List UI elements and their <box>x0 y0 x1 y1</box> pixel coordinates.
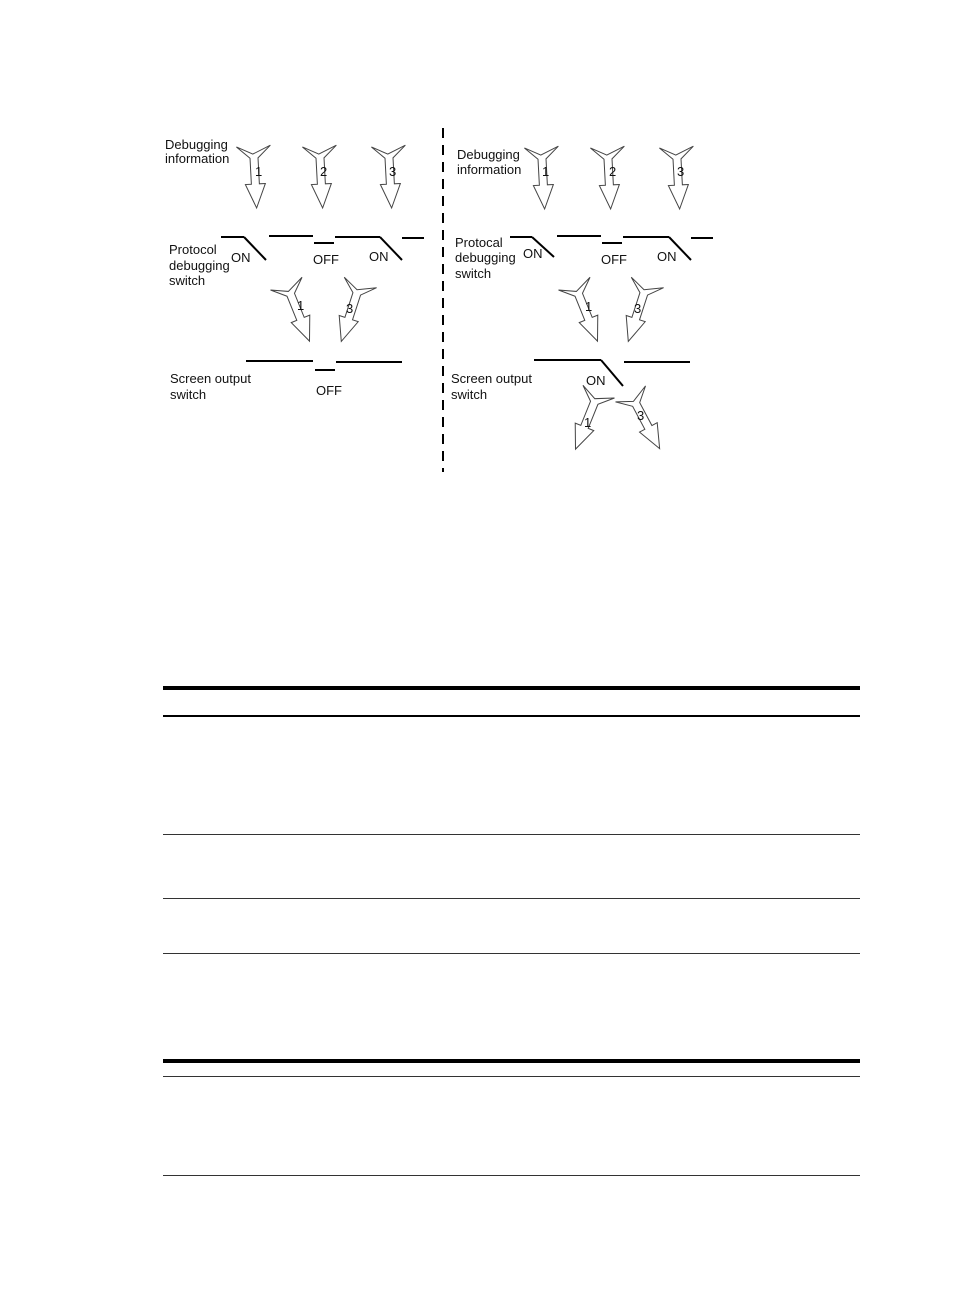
right-screen-switch-state: ON <box>586 373 606 388</box>
left-arrow-number-1: 1 <box>255 164 263 179</box>
right-output-arrow-3 <box>616 386 675 457</box>
left-switch-2-state: OFF <box>313 252 339 267</box>
table-row-divider-2 <box>163 898 860 899</box>
left-arrow-number-3: 3 <box>389 164 397 179</box>
right-arrow-number-1: 1 <box>542 164 550 179</box>
right-screen-switch-label: Screen output switch <box>451 371 532 402</box>
table-header-rule <box>163 715 860 717</box>
right-arrow-number-2: 2 <box>609 164 617 179</box>
right-switch-2-state: OFF <box>601 252 627 267</box>
left-mid-arrow-number-1: 1 <box>297 298 305 313</box>
right-switch-3-state: ON <box>657 249 677 264</box>
right-panel <box>451 146 713 456</box>
left-screen-switch-state: OFF <box>316 383 342 398</box>
right-mid-arrow-number-3: 3 <box>634 301 642 316</box>
left-switch-1-state: ON <box>231 250 251 265</box>
left-mid-arrow-number-3: 3 <box>346 301 354 316</box>
note-bottom-rule <box>163 1175 860 1176</box>
table-top-rule <box>163 686 860 690</box>
right-debugging-info-label: Debugging information <box>457 147 522 177</box>
left-switch-3-state: ON <box>369 249 389 264</box>
right-screen-switch-lines <box>534 360 690 386</box>
left-screen-switch-lines <box>246 361 402 370</box>
right-output-arrow-number-3: 3 <box>637 408 645 423</box>
left-panel <box>165 137 424 402</box>
debugging-switch-diagram <box>0 0 954 520</box>
left-protocol-switch-label: Protocol debugging switch <box>169 242 230 288</box>
right-protocol-switch-label: Protocal debugging switch <box>455 235 516 281</box>
right-switch-1-state: ON <box>523 246 543 261</box>
right-mid-arrow-number-1: 1 <box>585 299 593 314</box>
table-row-divider-1 <box>163 834 860 835</box>
table-bottom-rule <box>163 1059 860 1063</box>
left-arrow-number-2: 2 <box>320 164 328 179</box>
left-debugging-info-label: Debugging information <box>165 137 230 166</box>
table-row-divider-3 <box>163 953 860 954</box>
right-arrow-number-3: 3 <box>677 164 685 179</box>
right-output-arrow-number-1: 1 <box>584 415 592 430</box>
note-top-rule <box>163 1076 860 1077</box>
left-screen-switch-label: Screen output switch <box>170 371 251 402</box>
